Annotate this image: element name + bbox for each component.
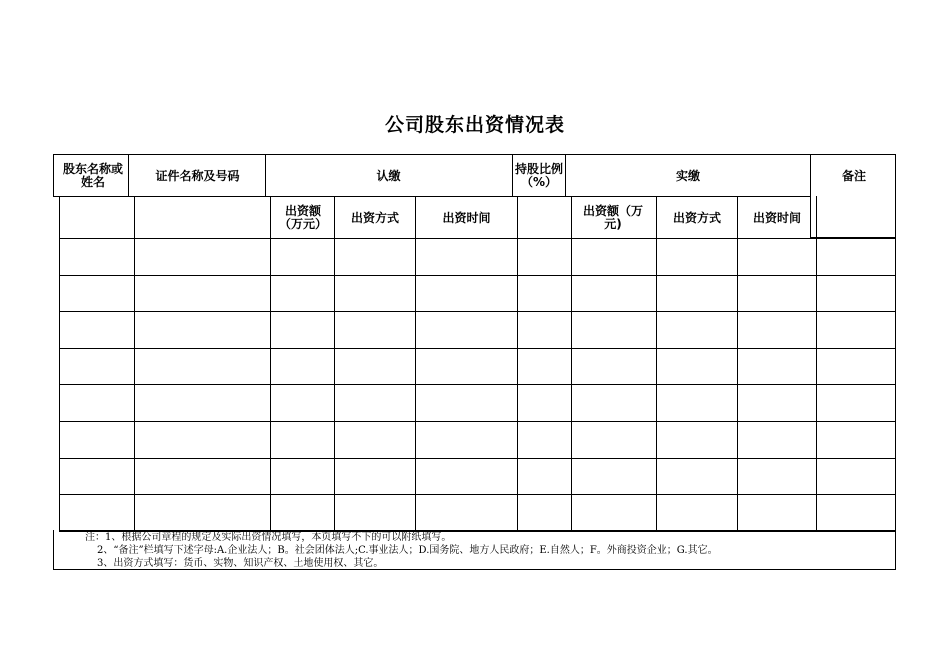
header-paid: 实缴 xyxy=(675,168,700,183)
table-rule xyxy=(59,275,896,276)
table-rule xyxy=(334,196,335,530)
table-rule xyxy=(134,196,135,530)
header-id-document: 证件名称及号码 xyxy=(155,168,240,183)
table-rule xyxy=(59,494,896,495)
header-subscribed-time: 出资时间 xyxy=(442,210,491,225)
header-subscribed-method: 出资方式 xyxy=(350,210,399,225)
table-rule xyxy=(571,196,572,530)
note-line-3: 3、出资方式填写：货币、实物、知识产权、土地使用权、其它。 xyxy=(97,558,384,569)
table-rule xyxy=(656,196,657,530)
table-rule xyxy=(895,530,896,570)
table-rule xyxy=(59,196,60,530)
table-rule xyxy=(895,154,896,570)
table-rule xyxy=(59,384,896,385)
table-rule xyxy=(128,154,129,197)
header-remarks: 备注 xyxy=(841,168,866,183)
table-rule xyxy=(59,311,896,312)
table-rule xyxy=(415,196,416,530)
table-rule xyxy=(59,458,896,459)
table-rule xyxy=(53,154,54,197)
table-rule xyxy=(59,348,896,349)
table-rule xyxy=(512,154,513,197)
table-rule xyxy=(53,154,896,155)
header-paid-time: 出资时间 xyxy=(752,210,801,225)
page-title: 公司股东出资情况表 xyxy=(384,114,565,136)
table-rule xyxy=(59,238,896,239)
table-rule xyxy=(53,196,810,197)
table-rule xyxy=(517,196,518,530)
table-rule xyxy=(59,421,896,422)
header-paid-amount: 出资额（万元) xyxy=(582,204,643,231)
note-line-2: 2、“备注”栏填写下述字母:A.企业法人；B。社会团体法人;C.事业法人；D.国务院、地方人民政府；E.自然人；F。外商投资企业；G.其它。 xyxy=(97,545,718,556)
table-rule xyxy=(737,196,738,530)
header-subscribed: 认缴 xyxy=(376,168,401,183)
header-shareholder-name: 股东名称或姓名 xyxy=(62,162,123,189)
note-line-1: 注：1、根据公司章程的规定及实际出资情况填写，本页填写不下的可以附纸填写。 xyxy=(85,532,452,543)
header-paid-method: 出资方式 xyxy=(672,210,721,225)
table-rule xyxy=(270,196,271,530)
header-share-ratio: 持股比例（%） xyxy=(514,162,563,189)
notes-block xyxy=(85,531,890,570)
table-rule xyxy=(816,196,817,530)
table-rule xyxy=(53,530,54,570)
header-subscribed-amount: 出资额（万元） xyxy=(278,204,327,231)
